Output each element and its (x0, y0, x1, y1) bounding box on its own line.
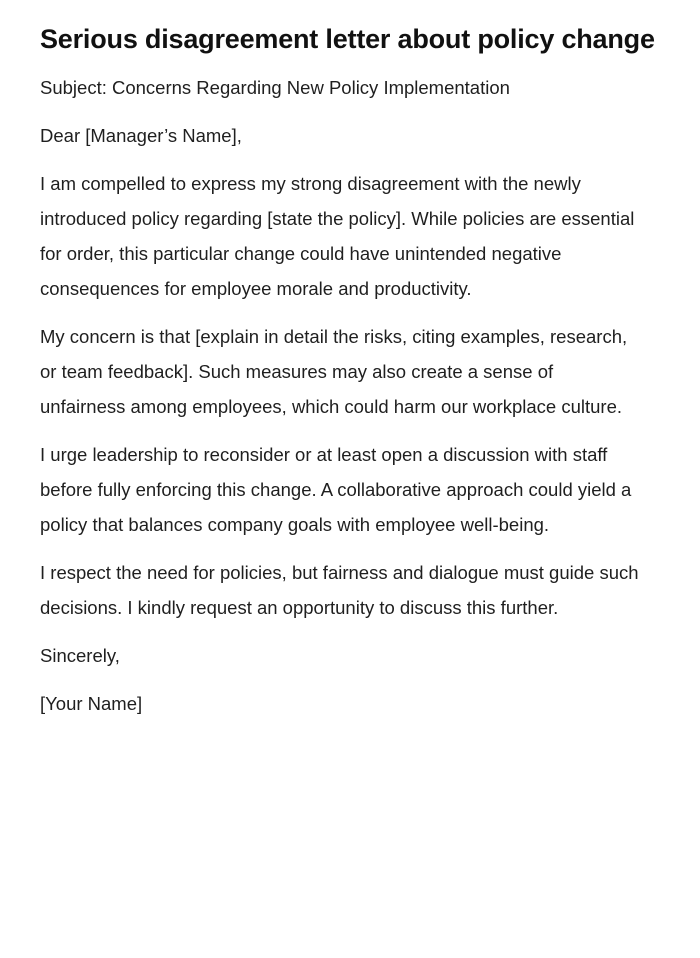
signature-placeholder: [Your Name] (40, 693, 143, 714)
body-paragraph-4: I respect the need for policies, but fairness and dialogue must guide such decisions. I kindly request an opportunity to discuss this further. (40, 562, 639, 618)
closing-salutation: Sincerely, (40, 645, 120, 666)
letter-body (40, 70, 640, 721)
body-paragraph-3: I urge leadership to reconsider or at least open a discussion with staff before fully enforcing this change. A collaborative approach could yield a policy that balances company goals with employee well-being. (40, 444, 632, 535)
body-paragraph-2: My concern is that [explain in detail the risks, citing examples, research, or team feedback]. Such measures may also create a sense of unfairness among employees, which could harm our workplace culture. (40, 326, 628, 417)
body-paragraph-1: I am compelled to express my strong disagreement with the newly introduced policy regarding [state the policy]. While policies are essential for order, this particular change could have unintended negative consequences for employee morale and productivity. (40, 173, 635, 299)
salutation: Dear [Manager’s Name], (40, 125, 242, 146)
subject-line: Subject: Concerns Regarding New Policy Implementation (40, 77, 510, 98)
page-title: Serious disagreement letter about policy change (40, 24, 655, 54)
